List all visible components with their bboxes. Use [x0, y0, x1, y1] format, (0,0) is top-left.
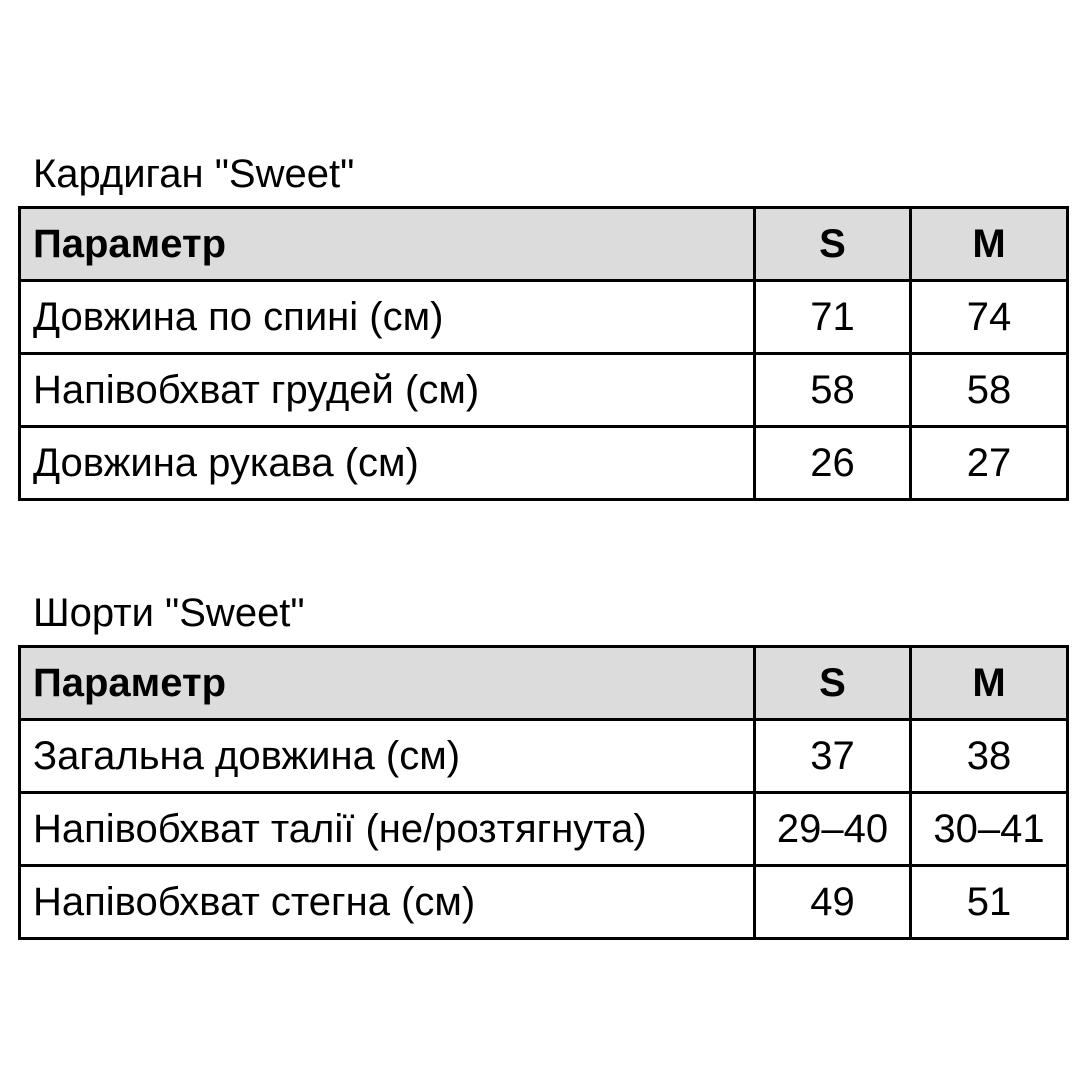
row-value-m: 51 [911, 866, 1068, 939]
row-value-s: 71 [755, 281, 911, 354]
header-size-s: S [755, 647, 911, 720]
row-param: Напівобхват грудей (см) [20, 354, 755, 427]
row-param: Напівобхват стегна (см) [20, 866, 755, 939]
header-size-s: S [755, 208, 911, 281]
cardigan-table-title: Кардиган "Sweet" [33, 152, 355, 196]
table-row [20, 281, 1068, 354]
shorts-size-table [18, 645, 1069, 940]
row-param: Довжина по спині (см) [20, 281, 755, 354]
row-value-m: 30–41 [911, 793, 1068, 866]
table-row [20, 793, 1068, 866]
row-value-s: 49 [755, 866, 911, 939]
cardigan-size-table [18, 206, 1069, 501]
row-param: Напівобхват талії (не/розтягнута) [20, 793, 755, 866]
row-value-m: 38 [911, 720, 1068, 793]
table-row [20, 720, 1068, 793]
table-row [20, 427, 1068, 500]
row-value-m: 74 [911, 281, 1068, 354]
table-header-row [20, 208, 1068, 281]
header-size-m: M [911, 208, 1068, 281]
row-value-s: 29–40 [755, 793, 911, 866]
row-value-s: 37 [755, 720, 911, 793]
row-value-m: 58 [911, 354, 1068, 427]
table-row [20, 866, 1068, 939]
row-param: Загальна довжина (см) [20, 720, 755, 793]
table-header-row [20, 647, 1068, 720]
shorts-table-title: Шорти "Sweet" [33, 591, 305, 635]
header-param: Параметр [20, 647, 755, 720]
row-param: Довжина рукава (см) [20, 427, 755, 500]
header-param: Параметр [20, 208, 755, 281]
row-value-m: 27 [911, 427, 1068, 500]
row-value-s: 58 [755, 354, 911, 427]
header-size-m: M [911, 647, 1068, 720]
table-row [20, 354, 1068, 427]
row-value-s: 26 [755, 427, 911, 500]
